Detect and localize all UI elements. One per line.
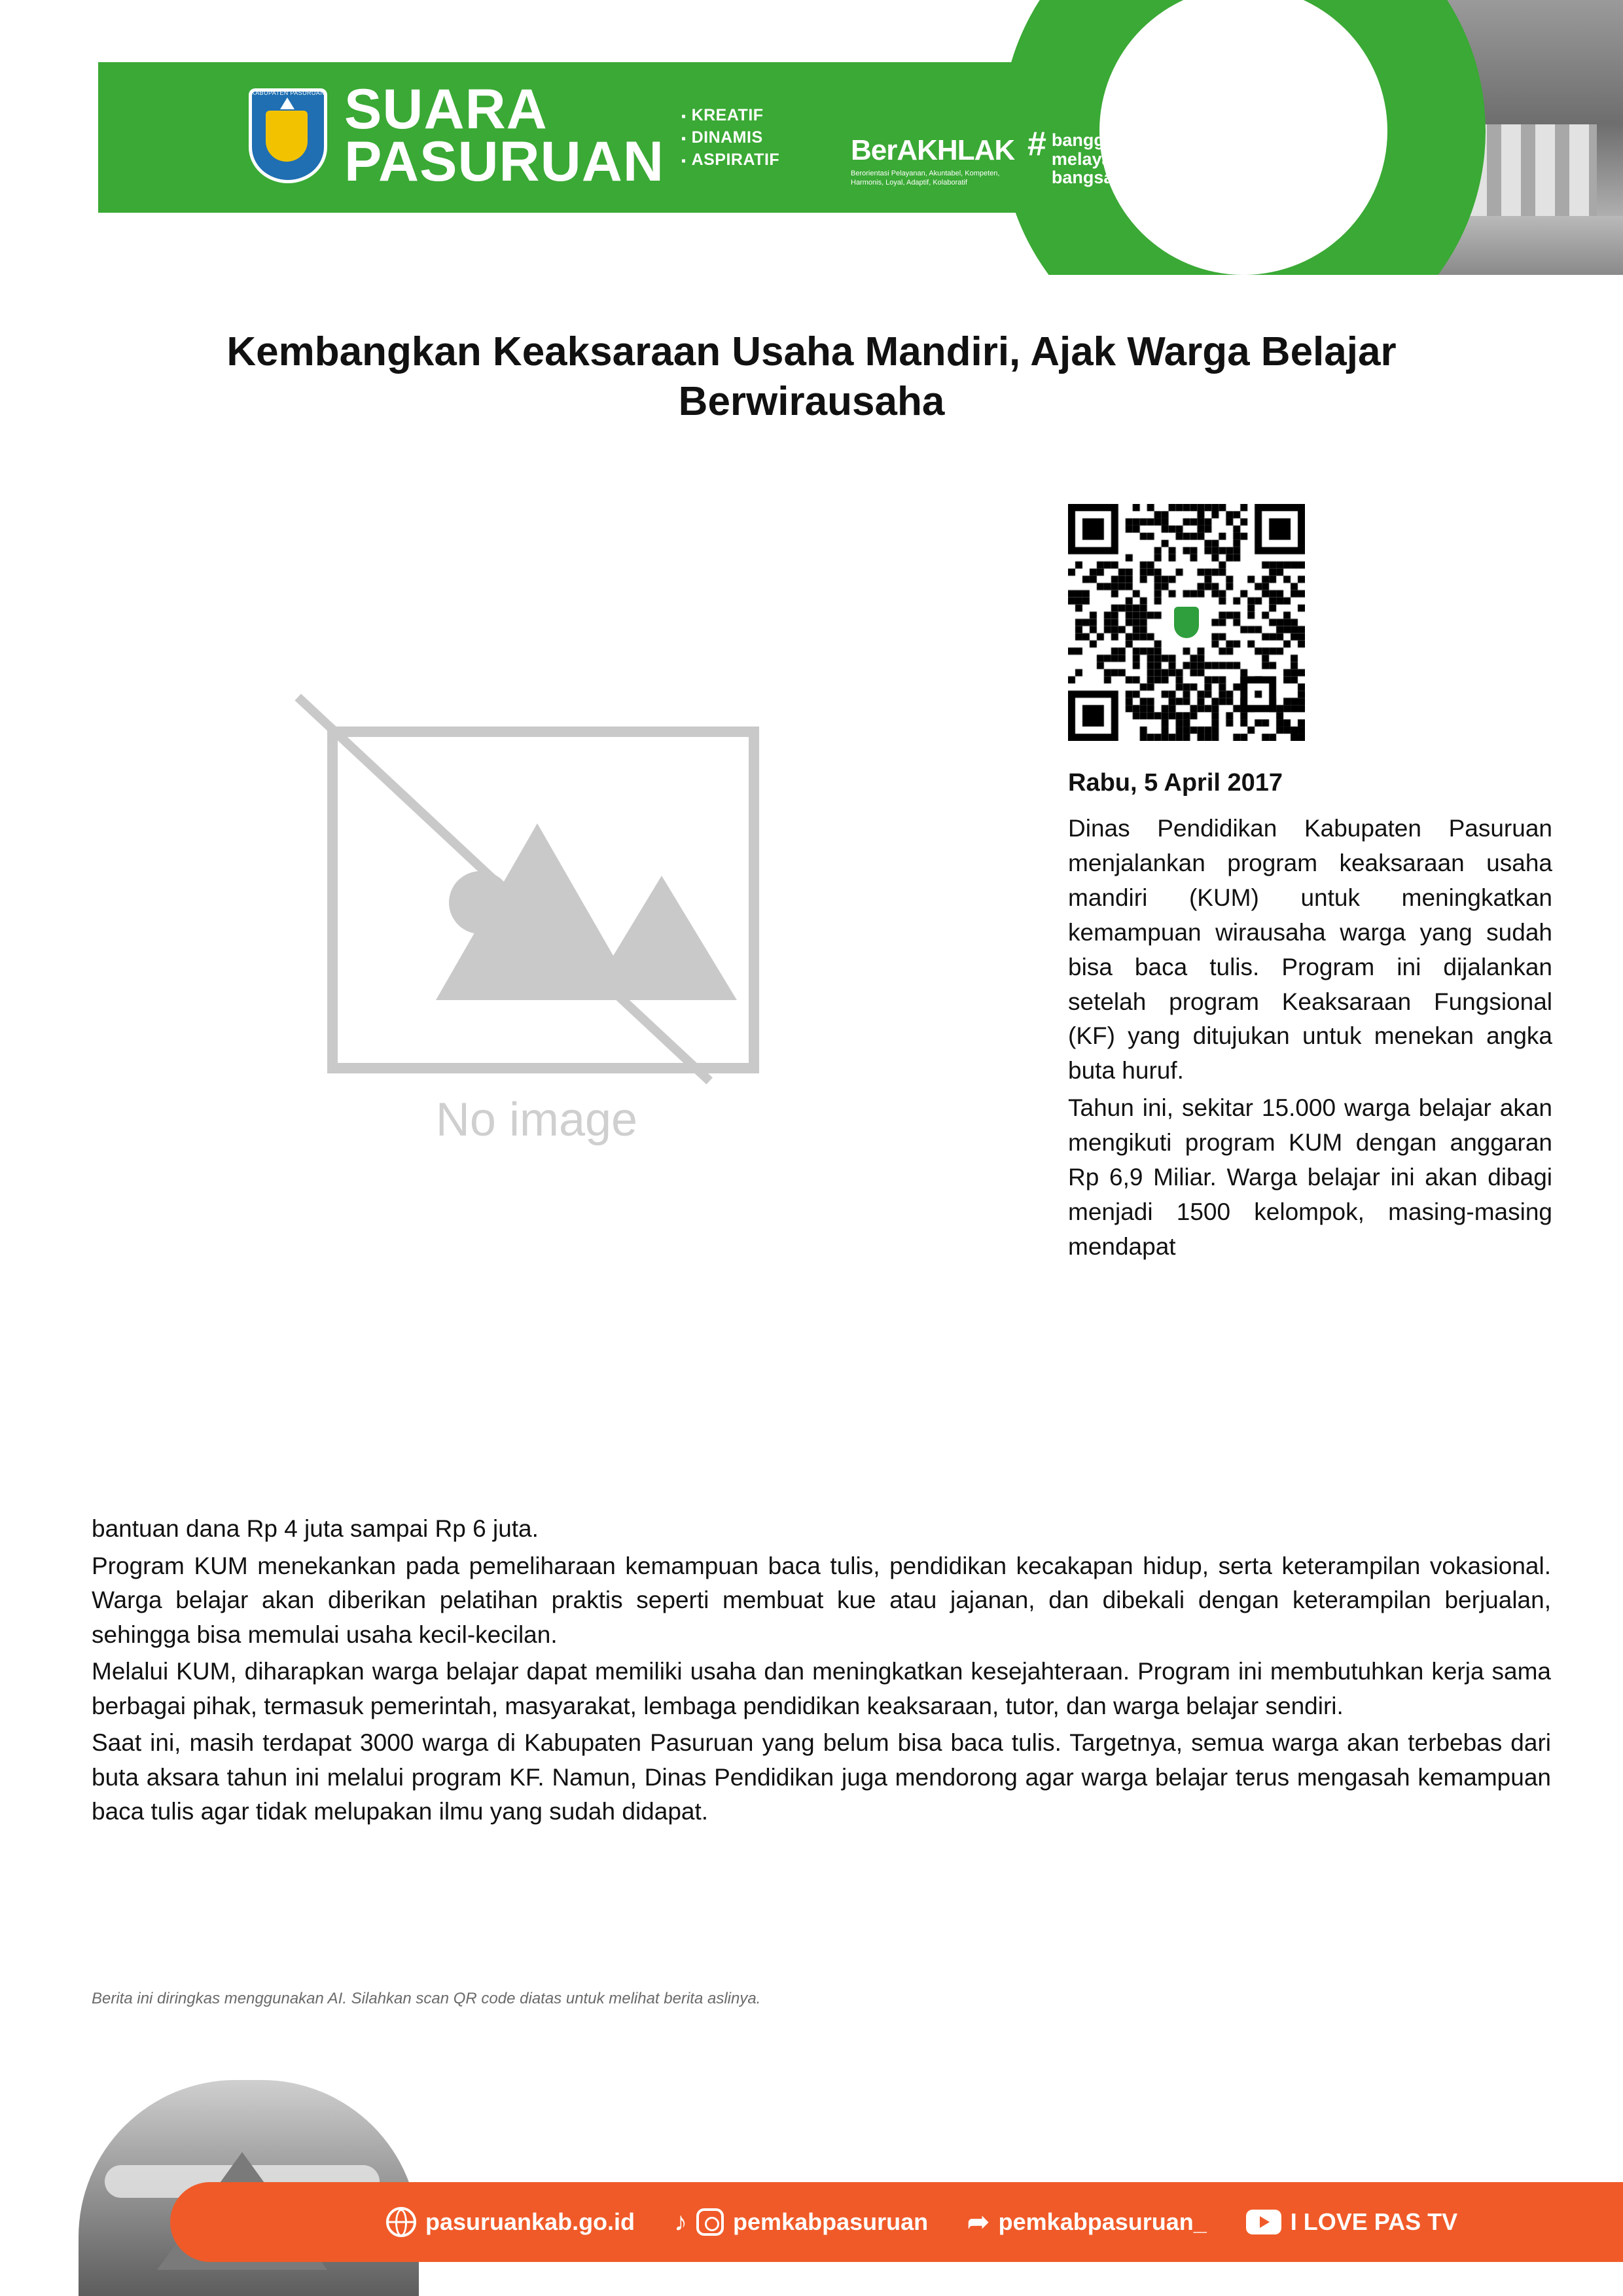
paragraph: Tahun ini, sekitar 15.000 warga belajar akan mengikuti program KUM dengan anggaran Rp 6,9 Miliar. Warga belajar ini akan dibagi menjadi 1500 kelompok, masing-masing mendapat [1068, 1094, 1552, 1260]
berakhlak-title: BerAKHLAK [851, 134, 1015, 166]
bangga-line-2: melayani [1051, 149, 1128, 169]
tiktok-icon: ♪ [674, 2207, 688, 2236]
paragraph: Melalui KUM, diharapkan warga belajar dapat memiliki usaha dan meningkatkan kesejahteraan. Program ini membutuhkan kerja sama berbagai pihak, termasuk pemerintah, masyarakat, lembaga pendidikan keaksaraan, tutor, dan warga belajar sendiri. [92, 1658, 1551, 1719]
brand-tagline [681, 101, 779, 171]
paragraph: bantuan dana Rp 4 juta sampai Rp 6 juta. [92, 1515, 539, 1542]
footer-social-bar [170, 2182, 1623, 2262]
globe-icon [386, 2207, 416, 2237]
berakhlak-logo [851, 134, 1014, 188]
footer-youtube[interactable] [1246, 2208, 1457, 2236]
footer-youtube-label: I LOVE PAS TV [1290, 2208, 1458, 2235]
brand-lockup [249, 78, 780, 193]
footer-instagram-label: pemkabpasuruan [733, 2208, 929, 2235]
page-header [0, 0, 1623, 275]
article-date: Rabu, 5 April 2017 [1068, 769, 1283, 797]
bangga-melayani-bangsa-logo [1027, 125, 1128, 188]
article-image-placeholder [288, 674, 785, 1224]
instagram-icon [696, 2208, 724, 2236]
pasuruan-crest-icon [249, 88, 327, 183]
berakhlak-subtitle: Berorientasi Pelayanan, Akuntabel, Kompeten, Harmonis, Loyal, Adaptif, Kolaboratif [851, 170, 1000, 187]
footer-website[interactable] [386, 2207, 635, 2237]
qr-center-logo-icon [1168, 601, 1205, 644]
twitter-icon: ➦ [967, 2208, 990, 2236]
placeholder-label: No image [435, 1094, 638, 1146]
paragraph: Dinas Pendidikan Kabupaten Pasuruan menjalankan program keaksaraan usaha mandiri (KUM) untuk meningkatkan kemampuan wirausaha warga yang sudah bisa baca tulis. Program ini dijalankan setelah program Keaksaraan Fungsional (KF) yang ditujukan untuk menekan angka buta huruf. [1068, 815, 1552, 1085]
footer-website-label: pasuruankab.go.id [425, 2208, 635, 2235]
footer-twitter-label: pemkabpasuruan_ [998, 2208, 1207, 2235]
tagline-item-3: ▪ ASPIRATIF [681, 149, 779, 171]
crest-caption: KABUPATEN PASURUAN [251, 90, 325, 97]
tagline-item-2: ▪ DINAMIS [681, 127, 779, 149]
article-title: Kembangkan Keaksaraan Usaha Mandiri, Ajak Warga Belajar Berwirausaha [226, 329, 1397, 424]
article-body-column [1068, 812, 1552, 1267]
header-green-area [0, 0, 1381, 275]
brand-line-1: SUARA [344, 78, 548, 141]
paragraph: Saat ini, masih terdapat 3000 warga di Kabupaten Pasuruan yang belum bisa baca tulis. Targetnya, semua warga akan terbebas dari buta aksara tahun ini melalui program KF. Namun, Dinas Pendidikan juga mendorong agar warga belajar terus mengasah kemampuan baca tulis agar tidak melupakan ilmu yang sudah didapat. [92, 1729, 1551, 1825]
header-white-left [0, 62, 98, 213]
brand-line-2: PASURUAN [344, 130, 664, 193]
hash-icon: # [1027, 125, 1046, 163]
article-body-full [92, 1512, 1551, 1832]
ai-summary-note: Berita ini diringkas menggunakan AI. Silahkan scan QR code diatas untuk melihat berita aslinya. [92, 1990, 761, 2007]
header-swoop-cutout [1099, 0, 1387, 275]
brand-wordmark [344, 78, 664, 193]
tagline-item-1: ▪ KREATIF [681, 105, 779, 127]
paragraph: Program KUM menekankan pada pemeliharaan kemampuan baca tulis, pendidikan kecakapan hidup, serta keterampilan vokasional. Warga belajar akan diberikan pelatihan praktis seperti membuat kue atau jajanan, dan dibekali dengan keterampilan berjualan, sehingga bisa memulai usaha kecil-kecilan. [92, 1552, 1551, 1648]
footer-twitter[interactable] [967, 2207, 1207, 2237]
bangga-line-1: bangga [1051, 130, 1115, 150]
footer-instagram[interactable] [674, 2208, 928, 2237]
qr-code[interactable] [1068, 504, 1305, 741]
youtube-icon [1246, 2210, 1281, 2234]
bangga-line-3: bangsa [1051, 168, 1114, 188]
page-footer [0, 2080, 1623, 2296]
